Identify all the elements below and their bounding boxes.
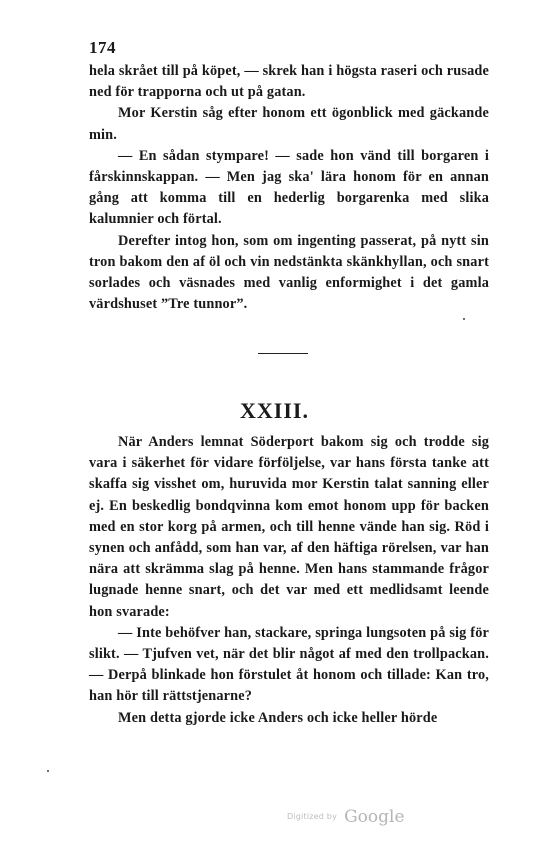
watermark-prefix: Digitized by xyxy=(287,812,337,821)
section-divider xyxy=(258,353,308,354)
digitization-watermark xyxy=(287,806,405,827)
page-number: 174 xyxy=(89,38,116,57)
scan-speck xyxy=(463,318,465,320)
paragraph: hela skrået till på köpet, — skrek han i högsta raseri och rusade ned för trapporna och ut på gatan. xyxy=(89,63,489,101)
chapter-text-block xyxy=(89,432,489,729)
paragraph: När Anders lemnat Söderport bakom sig och trodde sig vara i säkerhet för vidare förföljelse, var hans första tanke att skaffa sig visshet om, huruvida mor Kerstin talat sanning eller ej. En beskedlig bondqvinna kom emot honom upp för backen med en stor korg på armen, och till henne vände han sig. Röd i synen och anfådd, som han var, af den häftiga rörelsen, var han nära att skrämma slag på henne. Men hans stammande frågor lugnade henne snart, och det var med ett medlidsamt leende hon svarade: xyxy=(89,434,489,620)
paragraph: Men detta gjorde icke Anders och icke heller hörde xyxy=(118,709,438,726)
chapter-heading: XXIII. xyxy=(240,398,309,423)
paragraph: Mor Kerstin såg efter honom ett ögonblick med gäckande min. xyxy=(89,105,489,143)
paragraph: — Inte behöfver han, stackare, springa lungsoten på sig för slikt. — Tjufven vet, när det blir något af med den trollpackan. — Derpå blinkade hon förstulet åt honom och tillade: Kan tro, han hör till rättstjenarne? xyxy=(89,624,489,705)
continued-text-block xyxy=(89,61,489,315)
scan-speck xyxy=(47,770,49,772)
paragraph: Derefter intog hon, som om ingenting passerat, på nytt sin tron bakom den af öl och vin nedstänkta skänkhyllan, och snart sorlades och väsnades med vanlig enformighet i det gamla värdshuset ”Tre tunnor”. xyxy=(89,232,489,313)
google-logo: Google xyxy=(344,806,405,827)
paragraph: — En sådan stympare! — sade hon vänd till borgaren i fårskinnskappan. — Men jag ska' lära honom för en annan gång att komma till en hederlig borgarenka med slika kalumnier och förtal. xyxy=(89,147,489,228)
